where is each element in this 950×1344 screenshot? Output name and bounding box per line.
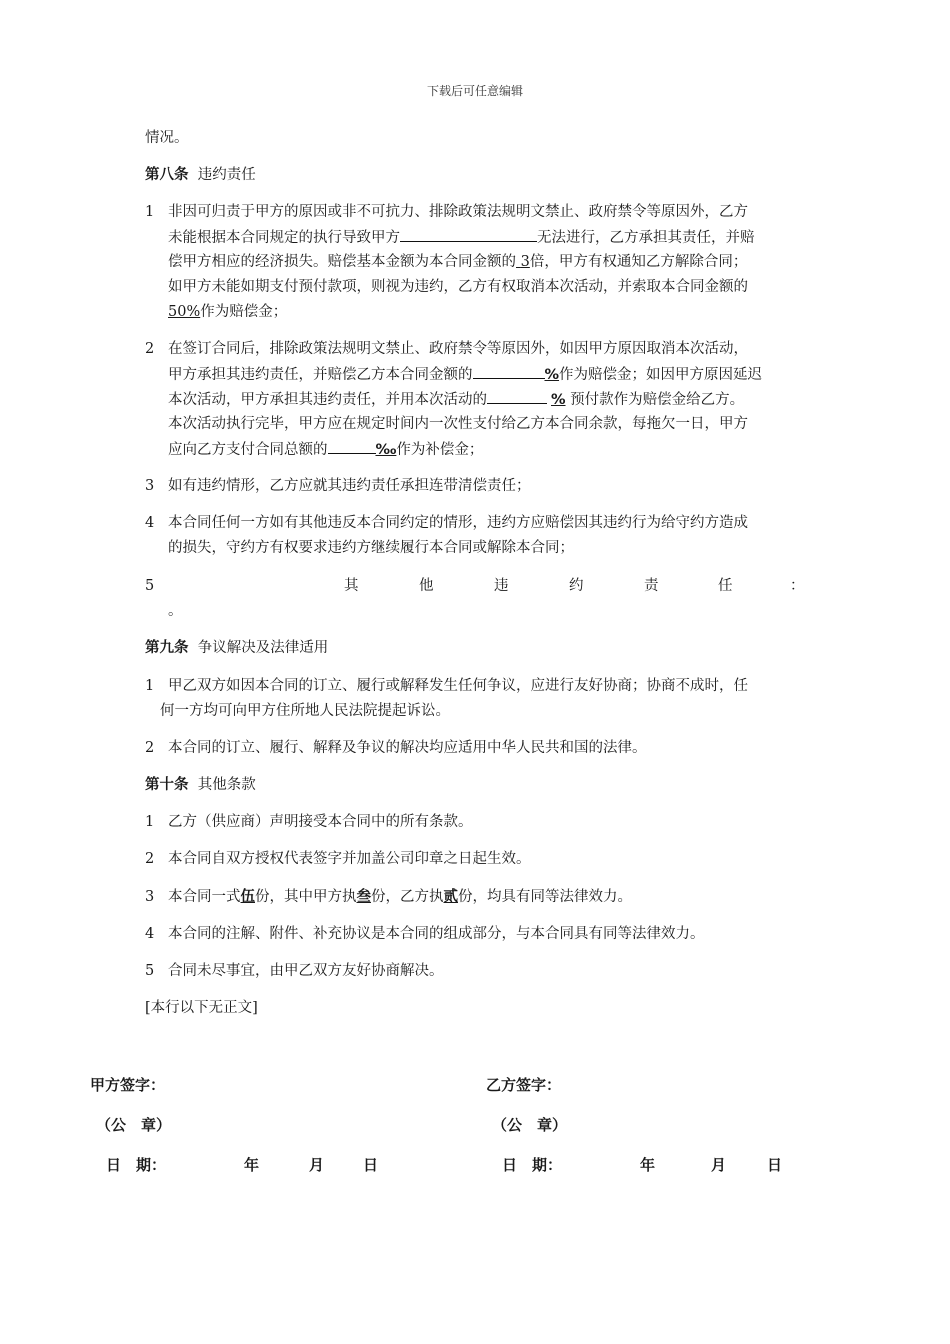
party-a-signature-label: 甲方签字： xyxy=(90,1076,166,1094)
clause-10-3-text: 本合同一式伍份，其中甲方执叁份，乙方执贰份，均具有同等法律效力。 xyxy=(168,889,632,905)
page-header: 下载后可任意编辑 xyxy=(426,84,523,98)
article-10-title: 其他条款 xyxy=(197,777,256,793)
article-8-number: 第八条 xyxy=(145,167,189,183)
clause-8-2-line-5: 应向乙方支付合同总额的 ‰作为补偿金； xyxy=(168,439,483,460)
clause-9-2-text: 本合同的订立、履行、解释及争议的解决均应适用中华人民共和国的法律。 xyxy=(168,740,647,756)
party-a-seal-label: （公 章） xyxy=(96,1116,172,1134)
clause-number: 5 xyxy=(145,578,155,594)
clause-8-5-char: 其 xyxy=(344,578,359,594)
clause-number: 2 xyxy=(145,851,155,867)
copies-party-a: 叁 xyxy=(356,889,371,905)
clause-8-1-line-4: 如甲方未能如期支付预付款项，则视为违约，乙方有权取消本次活动，并索取本合同金额的 xyxy=(168,279,748,295)
clause-number: 3 xyxy=(145,889,155,905)
compensation-multiple[interactable]: 3 xyxy=(520,254,530,270)
clause-8-4-line-2: 的损失，守约方有权要求违约方继续履行本合同或解除本合同； xyxy=(168,540,574,556)
clause-8-5-tail: 。 xyxy=(168,603,183,619)
clause-number: 4 xyxy=(145,926,155,942)
article-10-number: 第十条 xyxy=(145,777,189,793)
clause-8-5-char: 违 xyxy=(494,578,509,594)
clause-8-4-line-1: 本合同任何一方如有其他违反本合同约定的情形，违约方应赔偿因其违约行为给守约方造成 xyxy=(168,515,748,531)
intro-tail: 情况。 xyxy=(145,130,189,146)
party-b-signature-label: 乙方签字： xyxy=(486,1076,562,1094)
clause-number: 1 xyxy=(145,678,155,694)
party-a-date-label: 日 期： xyxy=(106,1156,167,1174)
clause-8-1-line-3: 偿甲方相应的经济损失。赔偿基本金额为本合同金额的 3倍，甲方有权通知乙方解除合同； xyxy=(168,254,748,270)
fill-blank[interactable] xyxy=(328,439,376,454)
clause-8-1-line-5: 50%作为赔偿金； xyxy=(168,304,288,320)
party-b-month: 月 xyxy=(711,1156,727,1174)
clause-10-1-text: 乙方（供应商）声明接受本合同中的所有条款。 xyxy=(168,814,473,830)
clause-number: 3 xyxy=(145,478,155,494)
party-a-day: 日 xyxy=(363,1156,379,1174)
copies-total: 伍 xyxy=(240,889,255,905)
fill-blank[interactable] xyxy=(400,227,537,242)
copies-party-b: 贰 xyxy=(443,889,458,905)
penalty-percent: 50% xyxy=(168,304,201,320)
party-b-day: 日 xyxy=(767,1156,783,1174)
fill-blank[interactable] xyxy=(473,364,545,379)
clause-number: 5 xyxy=(145,963,155,979)
article-9-title: 争议解决及法律适用 xyxy=(197,640,329,656)
article-10-heading xyxy=(145,775,256,795)
article-9-number: 第九条 xyxy=(145,640,189,656)
clause-10-4-text: 本合同的注解、附件、补充协议是本合同的组成部分，与本合同具有同等法律效力。 xyxy=(168,926,705,942)
clause-8-2-line-4: 本次活动执行完毕，甲方应在规定时间内一次性支付给乙方本合同余款，每拖欠一日，甲方 xyxy=(168,416,748,432)
clause-8-5-char: 他 xyxy=(419,578,434,594)
clause-8-2-line-2: 甲方承担其违约责任，并赔偿乙方本合同金额的 %作为赔偿金；如因甲方原因延迟 xyxy=(168,364,762,385)
article-8-title: 违约责任 xyxy=(197,167,256,183)
clause-10-2-text: 本合同自双方授权代表签字并加盖公司印章之日起生效。 xyxy=(168,851,531,867)
party-b-date-label: 日 期： xyxy=(502,1156,563,1174)
end-note: [本行以下无正文] xyxy=(145,1000,258,1016)
clause-8-5-char: 任 xyxy=(718,578,733,594)
clause-8-5-char: 约 xyxy=(569,578,584,594)
clause-number: 1 xyxy=(145,814,155,830)
clause-number: 2 xyxy=(145,341,155,357)
clause-8-2-line-3: 本次活动，甲方承担其违约责任，并用本次活动的 % 预付款作为赔偿金给乙方。 xyxy=(168,389,744,410)
clause-number: 4 xyxy=(145,515,155,531)
clause-10-5-text: 合同未尽事宜，由甲乙双方友好协商解决。 xyxy=(168,963,444,979)
clause-number: 1 xyxy=(145,204,155,220)
clause-8-5-char: 责 xyxy=(644,578,659,594)
party-b-year: 年 xyxy=(640,1156,656,1174)
clause-9-1-line-2: 何一方均可向甲方住所地人民法院提起诉讼。 xyxy=(160,703,450,719)
clause-8-1-line-1: 非因可归责于甲方的原因或非不可抗力、排除政策法规明文禁止、政府禁令等原因外，乙方 xyxy=(168,204,748,220)
clause-9-1-line-1: 甲乙双方如因本合同的订立、履行或解释发生任何争议，应进行友好协商；协商不成时，任 xyxy=(168,678,748,694)
article-9-heading xyxy=(145,638,328,658)
article-8-heading xyxy=(145,165,256,185)
clause-8-2-line-1: 在签订合同后，排除政策法规明文禁止、政府禁令等原因外，如因甲方原因取消本次活动， xyxy=(168,341,748,357)
party-a-month: 月 xyxy=(309,1156,325,1174)
fill-blank[interactable] xyxy=(487,389,547,404)
clause-number: 2 xyxy=(145,740,155,756)
party-a-year: 年 xyxy=(244,1156,260,1174)
party-b-seal-label: （公 章） xyxy=(492,1116,568,1134)
clause-8-5-char: ： xyxy=(790,578,805,594)
clause-8-3-text: 如有违约情形，乙方应就其违约责任承担连带清偿责任； xyxy=(168,478,531,494)
clause-8-1-line-2: 未能根据本合同规定的执行导致甲方 无法进行，乙方承担其责任，并赔 xyxy=(168,227,755,248)
